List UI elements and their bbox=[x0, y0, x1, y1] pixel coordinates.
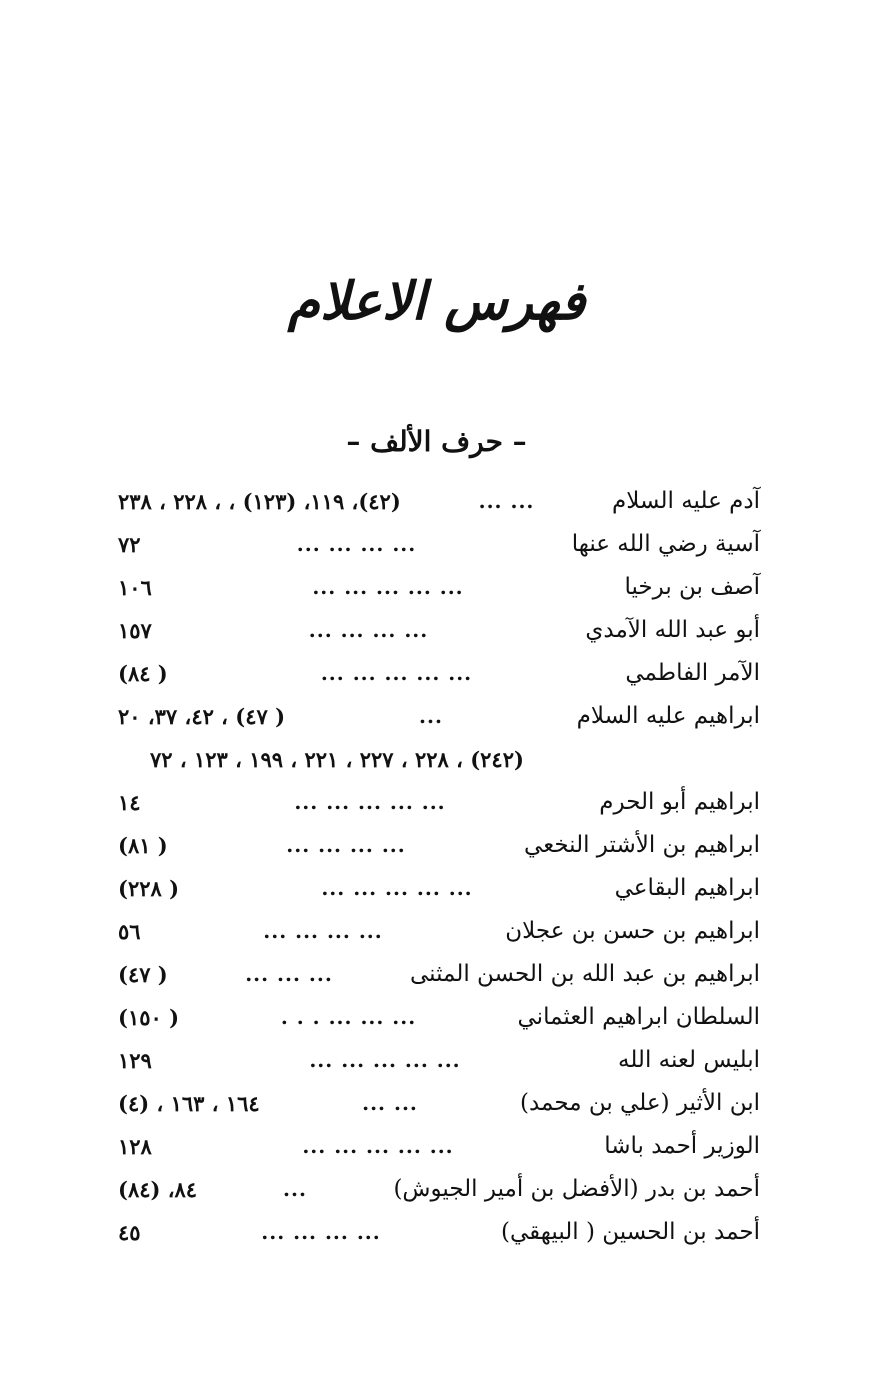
leader-dots: ... ... ... ... bbox=[286, 833, 406, 857]
entry-page-numbers: ١٦٤ ، ١٦٣ ، (٤) bbox=[118, 1091, 260, 1116]
entry-page-numbers: ( ٤٧) bbox=[118, 962, 168, 987]
leader-dots: ... ... ... ... ... bbox=[294, 790, 446, 814]
leader-dots: ... ... ... ... bbox=[263, 919, 383, 943]
entry-name: آصف بن برخيا bbox=[624, 574, 760, 600]
leader-dots: ... ... ... ... ... bbox=[302, 1134, 454, 1158]
entry-page-numbers: ١٢٨ bbox=[118, 1134, 152, 1159]
entry-page-numbers: ١٠٦ bbox=[118, 575, 152, 600]
section-heading: – حرف الألف – bbox=[346, 425, 527, 458]
leader-dots: ... ... ... ... ... bbox=[320, 661, 473, 685]
index-entry bbox=[118, 953, 760, 996]
entry-name: ابليس لعنه الله bbox=[617, 1047, 760, 1073]
entry-name: ابراهيم أبو الحرم bbox=[599, 789, 760, 815]
index-entry bbox=[118, 523, 760, 566]
leader-dots: ... ... ... ... ... bbox=[321, 876, 473, 900]
entry-page-numbers: ١٥٧ bbox=[118, 618, 152, 643]
entry-page-numbers: ( ٨١) bbox=[118, 833, 168, 858]
entry-page-numbers: ( ٤٧) ، ٤٢، ٣٧، ٢٠ bbox=[118, 704, 286, 729]
index-entry bbox=[118, 566, 760, 609]
entry-name: أحمد بن الحسين ( البيهقي) bbox=[501, 1219, 760, 1245]
leader-dots: ... ... ... ... ... bbox=[309, 1048, 461, 1072]
entry-page-numbers: ( ١٥٠) bbox=[118, 1005, 180, 1030]
leader-dots: ... ... ... ... bbox=[308, 618, 429, 642]
leader-dots: ... ... ... ... ... bbox=[312, 575, 464, 599]
index-entries bbox=[118, 480, 760, 1254]
entry-name: السلطان ابراهيم العثماني bbox=[517, 1004, 760, 1030]
index-entry bbox=[118, 1168, 760, 1211]
entry-name: الآمر الفاطمي bbox=[625, 660, 760, 686]
index-entry-continuation bbox=[118, 738, 760, 781]
index-entry bbox=[118, 1082, 760, 1125]
leader-dots: . . . ... ... ... bbox=[280, 1005, 417, 1029]
index-entry bbox=[118, 910, 760, 953]
index-entry bbox=[118, 781, 760, 824]
entry-name: ابن الأثير (علي بن محمد) bbox=[520, 1090, 760, 1116]
entry-page-numbers: ١٤ bbox=[118, 790, 141, 815]
entry-page-numbers: ١٢٩ bbox=[118, 1048, 152, 1073]
index-entry bbox=[118, 1039, 760, 1082]
leader-dots: ... ... ... ... bbox=[296, 532, 417, 556]
entry-page-numbers: ٧٢ bbox=[118, 532, 141, 557]
index-entry bbox=[118, 652, 760, 695]
index-entry bbox=[118, 824, 760, 867]
index-entry bbox=[118, 1211, 760, 1254]
entry-name: أبو عبد الله الآمدي bbox=[585, 617, 760, 643]
entry-page-numbers: ٥٦ bbox=[118, 919, 141, 944]
leader-dots: ... ... bbox=[478, 489, 535, 513]
leader-dots: ... bbox=[419, 704, 443, 728]
page-title: فهرس الاعلام bbox=[287, 271, 586, 332]
entry-name: ابراهيم البقاعي bbox=[614, 875, 760, 901]
entry-page-numbers: ٤٥ bbox=[118, 1220, 141, 1245]
entry-name: ابراهيم عليه السلام bbox=[576, 703, 760, 729]
entry-name: ابراهيم بن حسن بن عجلان bbox=[505, 918, 760, 944]
entry-page-numbers: ٨٤، (٨٤) bbox=[118, 1177, 198, 1202]
entry-page-numbers: (٢٤٢) ، ٢٢٨ ، ٢٢٧ ، ٢٢١ ، ١٩٩ ، ١٢٣ ، ٧٢ bbox=[150, 747, 524, 772]
entry-page-numbers: (٤٢)، ١١٩، (١٢٣) ، ، ٢٢٨ ، ٢٣٨ bbox=[118, 489, 401, 514]
entry-name: آسية رضي الله عنها bbox=[571, 531, 760, 557]
index-entry bbox=[118, 996, 760, 1039]
leader-dots: ... ... ... ... bbox=[261, 1220, 381, 1244]
entry-page-numbers: ( ٨٤) bbox=[118, 661, 168, 686]
entry-page-numbers: ( ٢٢٨) bbox=[118, 876, 180, 901]
leader-dots: ... ... bbox=[362, 1091, 418, 1115]
index-entry bbox=[118, 480, 760, 523]
index-entry bbox=[118, 867, 760, 910]
index-entry bbox=[118, 1125, 760, 1168]
entry-name: ابراهيم بن عبد الله بن الحسن المثنى bbox=[409, 961, 760, 987]
entry-name: ابراهيم بن الأشتر النخعي bbox=[524, 832, 760, 858]
leader-dots: ... ... ... bbox=[245, 962, 333, 986]
leader-dots: ... bbox=[283, 1177, 307, 1201]
entry-name: الوزير أحمد باشا bbox=[604, 1133, 760, 1159]
entry-name: آدم عليه السلام bbox=[612, 488, 760, 514]
entry-name: أحمد بن بدر (الأفضل بن أمير الجيوش) bbox=[393, 1176, 760, 1202]
index-entry bbox=[118, 609, 760, 652]
index-entry bbox=[118, 695, 760, 738]
